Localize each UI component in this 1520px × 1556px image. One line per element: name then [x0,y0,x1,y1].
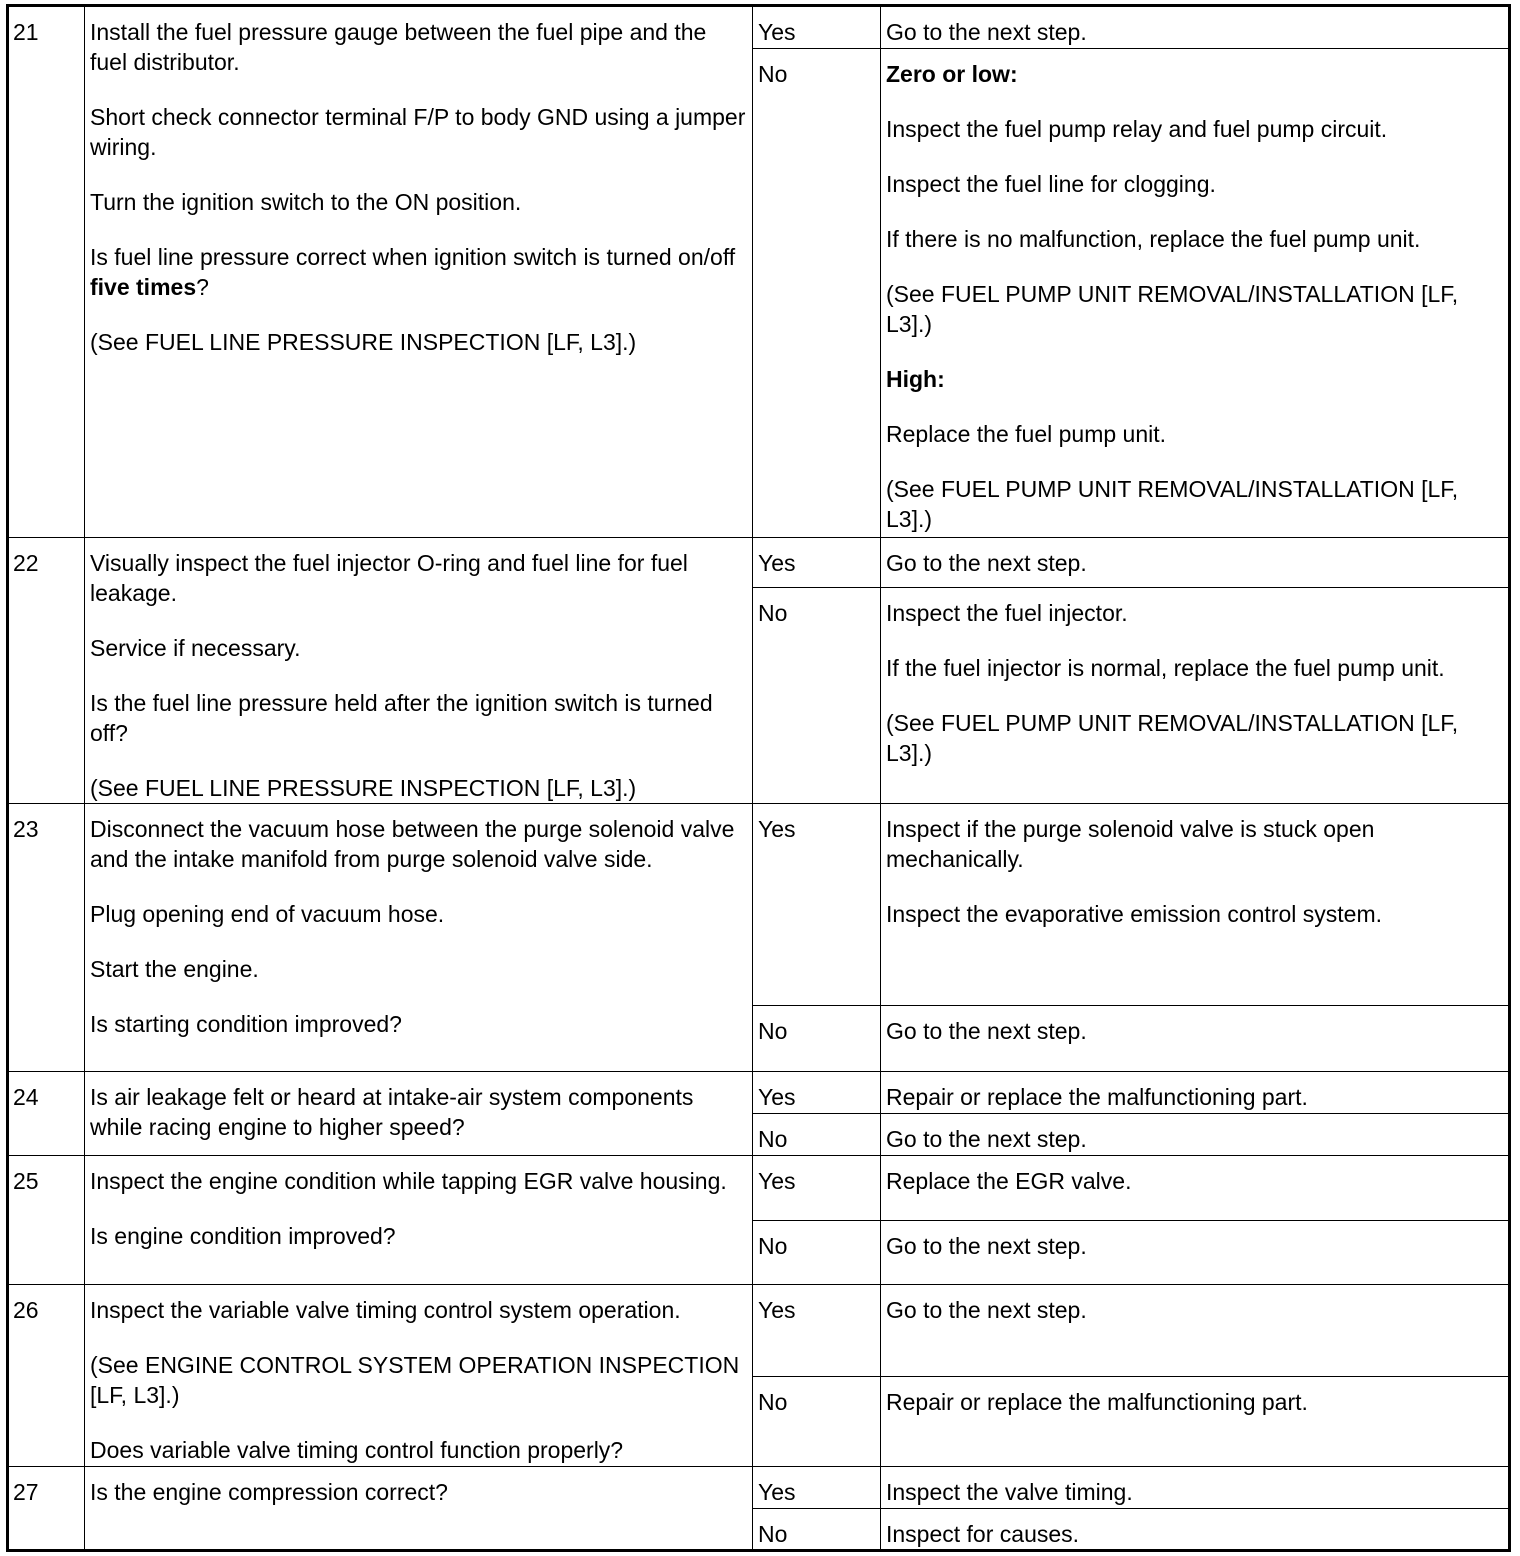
table-row [8,1466,1510,1508]
diagnostic-procedure-table [6,4,1511,1552]
step-number: 21 [8,6,85,538]
step-action: Visually inspect the fuel injector O-ring and fuel line for fuel leakage. Service if necessary. Is the fuel line pressure held after the ignition switch is turned off? (See FUEL LINE PRESSURE INSPECTION [LF, L3].) [85,537,753,803]
no-label: No [753,1006,881,1072]
yes-label: Yes [753,1466,881,1508]
no-label: No [753,587,881,803]
yes-label: Yes [753,1072,881,1114]
no-label: No [753,1508,881,1550]
yes-result: Repair or replace the malfunctioning part. [881,1072,1510,1114]
yes-label: Yes [753,1284,881,1376]
yes-result: Inspect if the purge solenoid valve is stuck open mechanically. Inspect the evaporative emission control system. [881,804,1510,1006]
step-number: 27 [8,1466,85,1550]
step-number: 24 [8,1072,85,1156]
table-row [8,537,1510,587]
step-number: 22 [8,537,85,803]
yes-label: Yes [753,804,881,1006]
no-result: Inspect the fuel injector. If the fuel injector is normal, replace the fuel pump unit. (See FUEL PUMP UNIT REMOVAL/INSTALLATION [LF, L3].) [881,587,1510,803]
yes-result: Go to the next step. [881,537,1510,587]
no-label: No [753,1114,881,1156]
no-result: Go to the next step. [881,1114,1510,1156]
no-label: No [753,1376,881,1466]
table-row [8,1284,1510,1376]
step-action: Disconnect the vacuum hose between the purge solenoid valve and the intake manifold from purge solenoid valve side. Plug opening end of vacuum hose. Start the engine. Is starting condition improved? [85,804,753,1072]
no-label: No [753,49,881,538]
step-number: 25 [8,1156,85,1284]
step-action: Is the engine compression correct? [85,1466,753,1550]
yes-result: Inspect the valve timing. [881,1466,1510,1508]
no-result: Inspect for causes. [881,1508,1510,1550]
table-row [8,6,1510,49]
step-action: Inspect the engine condition while tapping EGR valve housing. Is engine condition improved? [85,1156,753,1284]
no-result: Zero or low: Inspect the fuel pump relay and fuel pump circuit. Inspect the fuel line for clogging. If there is no malfunction, replace the fuel pump unit. (See FUEL PUMP UNIT REMOVAL/INSTALLATION [LF, L3].) High: Replace the fuel pump unit. (See FUEL PUMP UNIT REMOVAL/INSTALLATION [LF, L3].) [881,49,1510,538]
no-result: Go to the next step. [881,1006,1510,1072]
step-action: Install the fuel pressure gauge between the fuel pipe and the fuel distributor. Short check connector terminal F/P to body GND using a jumper wiring. Turn the ignition switch to the ON position. Is fuel line pressure correct when ignition switch is turned on/off five times? (See FUEL LINE PRESSURE INSPECTION [LF, L3].) [85,6,753,538]
no-result: Repair or replace the malfunctioning part. [881,1376,1510,1466]
yes-result: Go to the next step. [881,6,1510,49]
yes-result: Go to the next step. [881,1284,1510,1376]
yes-label: Yes [753,537,881,587]
table-row [8,1156,1510,1220]
step-number: 26 [8,1284,85,1466]
step-number: 23 [8,804,85,1072]
step-action: Is air leakage felt or heard at intake-air system components while racing engine to higher speed? [85,1072,753,1156]
no-result: Go to the next step. [881,1220,1510,1284]
table-row [8,1072,1510,1114]
step-action: Inspect the variable valve timing control system operation. (See ENGINE CONTROL SYSTEM OPERATION INSPECTION [LF, L3].) Does variable valve timing control function properly? [85,1284,753,1466]
table-row [8,804,1510,1006]
yes-label: Yes [753,6,881,49]
yes-label: Yes [753,1156,881,1220]
yes-result: Replace the EGR valve. [881,1156,1510,1220]
no-label: No [753,1220,881,1284]
